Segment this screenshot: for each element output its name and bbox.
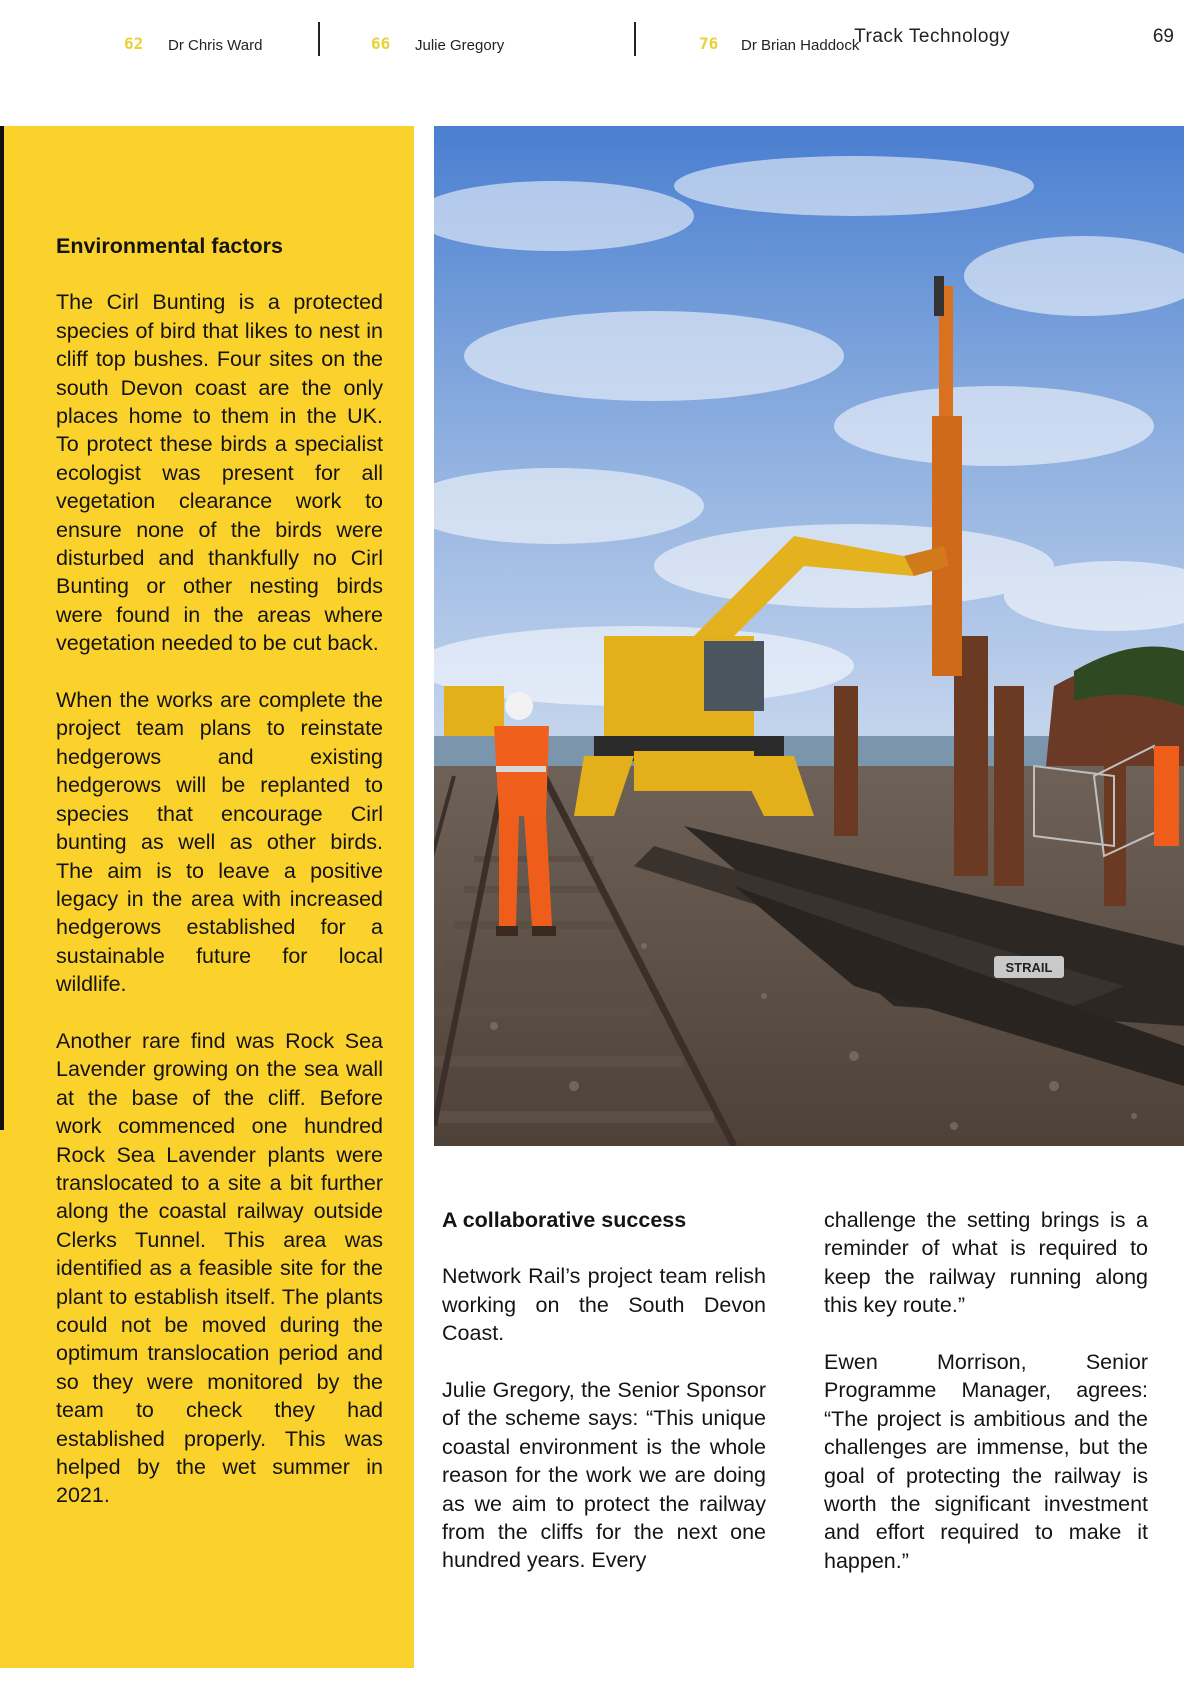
paragraph: challenge the setting brings is a reminder of what is required to keep the railway running along this key route.”: [824, 1208, 1148, 1318]
left-column: [56, 232, 383, 1538]
left-edge-bar: [0, 126, 4, 1130]
ref-name-1: Dr Chris Ward: [168, 37, 263, 54]
paragraph: Ewen Morrison, Senior Programme Manager, agrees: “The project is ambitious and the challenges are immense, but the goal of protecting the railway is worth the significant investment and effort required to make it happen.”: [824, 1350, 1148, 1573]
paragraph: When the works are complete the project team plans to reinstate hedgerows and existing hedgerows will be replanted to species that encourage Cirl bunting as well as other birds. The aim is to leave a positive legacy in the area with increased hedgerows established for a sustainable future for local wildlife.: [56, 688, 383, 997]
ref-name-2: Julie Gregory: [415, 37, 505, 54]
ref-name-3: Dr Brian Haddock: [741, 37, 860, 54]
strail-plate-text: STRAIL: [1005, 960, 1053, 975]
middle-column: [442, 1206, 766, 1575]
section-title: Track Technology: [854, 26, 1010, 47]
paragraph: Network Rail’s project team relish working on the South Devon Coast.: [442, 1264, 766, 1346]
collaborative-heading: A collaborative success: [442, 1208, 687, 1232]
paragraph: Another rare find was Rock Sea Lavender growing on the sea wall at the base of the cliff. Before work commenced one hundred Rock Sea Lavender plants were translocated to a site a bit further along the coastal railway outside Clerks Tunnel. This area was identified as a feasible site for the plant to establish itself. The plants could not be moved during the optimum translocation period and so they were monitored by the team to check they had established properly. This was helped by the wet summer in 2021.: [56, 1028, 383, 1508]
paragraph: The Cirl Bunting is a protected species of bird that likes to nest in cliff top bushes. Four sites on the south Devon coast are the only places home to them in the UK. To protect these birds a specialist ecologist was present for all vegetation clearance work to ensure none of the birds were disturbed and thankfully no Cirl Bunting or other nesting birds were found in the areas where vegetation needed to be cut back.: [56, 290, 383, 656]
header-divider: [318, 22, 320, 56]
ref-number-1: 62: [124, 34, 144, 53]
page-number: 69: [1152, 26, 1174, 47]
header-divider: [634, 22, 636, 56]
paragraph: Julie Gregory, the Senior Sponsor of the scheme says: “This unique coastal environment is the whole reason for the work we are doing as we aim to protect the railway from the cliffs for the next one hundred years. Every: [442, 1378, 766, 1573]
environmental-heading: Environmental factors: [56, 234, 283, 258]
ref-number-3: 76: [699, 34, 719, 53]
right-column: [824, 1206, 1148, 1604]
page-header: [0, 0, 1200, 70]
railway-photo: [434, 126, 1184, 1146]
ref-number-2: 66: [371, 34, 391, 53]
